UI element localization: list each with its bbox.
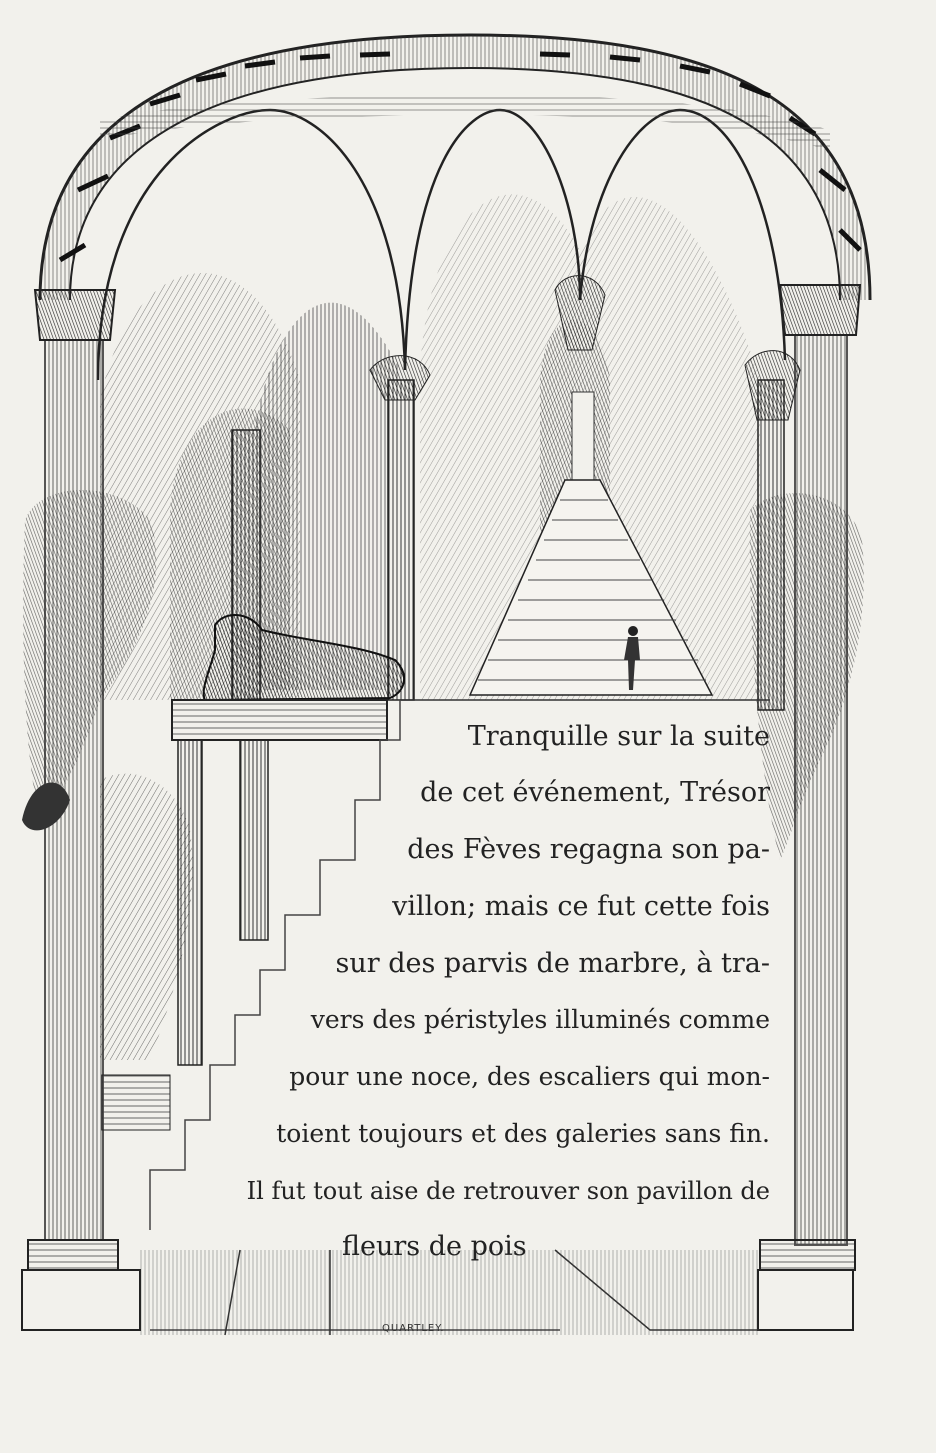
floor	[140, 1250, 760, 1335]
text-line: sur des parvis de marbre, à tra-	[335, 948, 770, 979]
text-line: Tranquille sur la suite	[467, 721, 770, 752]
text-line: toient toujours et des galeries sans fin.	[276, 1119, 770, 1148]
lower-left-shrub	[100, 774, 193, 1130]
text-line: fleurs de pois	[342, 1231, 527, 1262]
engraver-signature: QUARTLEY.	[382, 1323, 445, 1334]
text-line: vers des péristyles illuminés comme	[310, 1005, 770, 1034]
text-line: des Fèves regagna son pa-	[407, 834, 770, 865]
central-corridor	[420, 194, 760, 700]
text-line: de cet événement, Trésor	[420, 777, 770, 808]
text-line: villon; mais ce fut cette fois	[392, 891, 770, 922]
text-line: pour une noce, des escaliers qui mon-	[289, 1062, 770, 1091]
text-line: Il fut tout aise de retrouver son pavillon de	[246, 1177, 770, 1205]
